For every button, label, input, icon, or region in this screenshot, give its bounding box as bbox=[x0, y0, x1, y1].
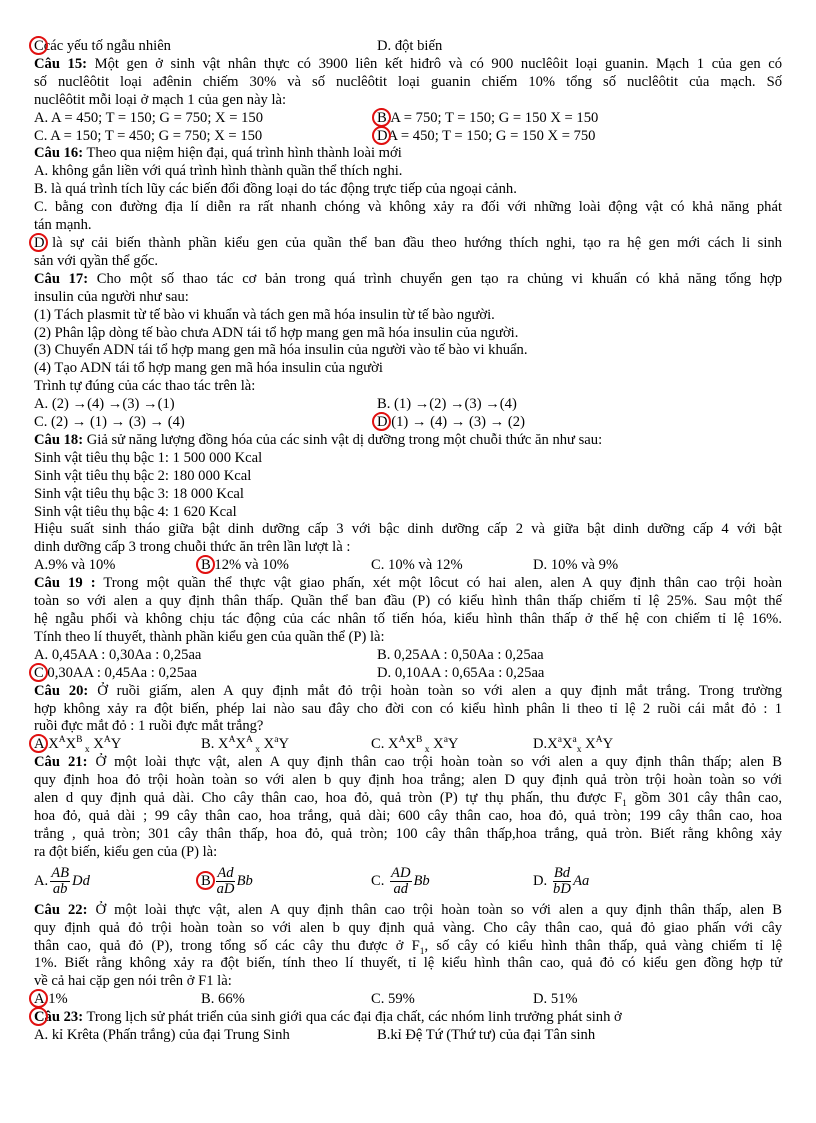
step-3: (3) Chuyển ADN tái tổ hợp mang gen mã hóa insulin của người vào tế bào vi khuẩn. bbox=[34, 342, 528, 359]
fraction bbox=[216, 866, 234, 897]
option-text: 0,30AA : 0,45Aa : 0,25aa bbox=[47, 664, 197, 681]
option-letter: C. bbox=[371, 873, 385, 890]
question-text-line: ra đột biến, kiểu gen của (P) là: bbox=[34, 843, 218, 860]
fraction bbox=[553, 866, 571, 897]
option-text: A = 450; T = 150; G = 150 X = 750 bbox=[387, 127, 596, 144]
question-16 bbox=[34, 145, 782, 163]
question-label: Câu 21: bbox=[34, 754, 88, 771]
option-a bbox=[34, 866, 201, 897]
option-c: C. A = 150; T = 450; G = 750; X = 150 bbox=[34, 127, 263, 144]
option-text: 12% và 10% bbox=[214, 557, 289, 574]
question-22 bbox=[34, 902, 782, 920]
options-row bbox=[34, 736, 782, 754]
answer-mark bbox=[34, 1009, 60, 1027]
option-letter: C. bbox=[371, 736, 385, 753]
level-1: Sinh vật tiêu thụ bậc 1: 1 500 000 Kcal bbox=[34, 449, 263, 466]
question-text-line: hợp không xảy ra đột biến, phép lai nào sau đây cho đời con có kiểu hình phân li theo tỉ lệ 2 ruồi cái mắt đỏ : 1 bbox=[34, 700, 782, 717]
question-text-line: ruồi đực mắt đỏ : 1 ruồi đực mắt trắng? bbox=[34, 718, 264, 735]
question-label: Câu 20: bbox=[34, 682, 89, 699]
question-text: Ở một loài thực vật, alen A quy định thân cao trội hoàn toàn so với alen a quy định thân thấp; alen B bbox=[95, 754, 782, 771]
level-4: Sinh vật tiêu thụ bậc 4: 1 620 Kcal bbox=[34, 503, 237, 520]
answer-mark bbox=[34, 38, 44, 56]
exam-page bbox=[34, 38, 782, 1045]
option-letter: B bbox=[201, 873, 211, 890]
option-b bbox=[201, 557, 371, 575]
option-d: D. 51% bbox=[533, 991, 578, 1008]
options-row bbox=[34, 414, 782, 432]
question-text-line: alen d quy định quả dài. Cho cây thân cao, hoa đỏ, quả tròn (P) tự thụ phấn, thu được $F_1$ gồm 301 cây thân cao, bbox=[34, 790, 782, 809]
option-a bbox=[34, 991, 201, 1009]
option-b bbox=[201, 866, 371, 897]
option-b bbox=[377, 110, 777, 128]
option-text: Dd bbox=[72, 873, 90, 890]
option-letter: D bbox=[377, 127, 388, 144]
denominator: ad bbox=[393, 881, 409, 898]
question-label: Câu 15: bbox=[34, 55, 88, 72]
question-text: Ở ruồi giấm, alen A quy định mắt đỏ trội hoàn toàn so với alen a quy định mắt trắng. Trong trường bbox=[97, 682, 783, 699]
level-2: Sinh vật tiêu thụ bậc 2: 180 000 Kcal bbox=[34, 467, 252, 484]
option-text: Bb bbox=[413, 873, 430, 890]
option-text: .A = 750; T = 150; G = 150 X = 150 bbox=[386, 109, 599, 126]
denominator: bD bbox=[553, 881, 571, 898]
option-letter: A bbox=[34, 736, 45, 753]
question-15 bbox=[34, 56, 782, 74]
option-c-cont: tán mạnh. bbox=[34, 217, 92, 234]
answer-mark bbox=[201, 873, 211, 891]
option-d: D. 10% và 9% bbox=[533, 557, 619, 574]
question-text: Theo qua niệm hiện đại, quá trình hình thành loài mới bbox=[86, 145, 402, 162]
question-text-line: nuclêôtit mỗi loại ở mạch 1 của gen này là: bbox=[34, 91, 287, 108]
option-letter: B bbox=[377, 109, 387, 126]
option-a: A. kỉ Krêta (Phấn trắng) của đại Trung Sinh bbox=[34, 1027, 290, 1044]
options-row bbox=[34, 110, 782, 128]
option-d bbox=[34, 235, 782, 253]
prev-question-options bbox=[34, 38, 782, 56]
question-label: Câu 19 : bbox=[34, 575, 96, 592]
options-row bbox=[34, 647, 782, 665]
option-c: C. 10% và 12% bbox=[371, 557, 463, 574]
question-label bbox=[34, 1009, 83, 1025]
question-text-line: số nuclêôtit loại ađênin chiếm 30% và số nuclêôtit loại guanin chiếm 10% tổng số nuclêôtit của mạch. Số bbox=[34, 73, 782, 90]
question-text: Trong một quần thể thực vật giao phấn, xét một lôcut có hai alen, alen A quy định thân cao trội hoàn bbox=[103, 575, 783, 592]
option-text: là sự cải biến thành phần kiểu gen của quần thể ban đầu theo hướng thích nghi, tạo ra hệ gen mới cách li sinh bbox=[52, 234, 782, 251]
question-label: Câu 16: bbox=[34, 145, 84, 162]
answer-mark bbox=[377, 128, 388, 146]
text-part: alen d quy định quả dài. Cho cây thân cao, hoa đỏ, quả tròn (P) tự thụ phấn, thu được F bbox=[34, 790, 623, 807]
options-row bbox=[34, 665, 782, 683]
denominator: ab bbox=[52, 881, 68, 898]
denominator: aD bbox=[216, 881, 235, 898]
text-part: gồm 301 cây thân cao, bbox=[626, 790, 782, 807]
options-row bbox=[34, 991, 782, 1009]
option-c: C. 59% bbox=[371, 991, 415, 1008]
question-label: Câu 22: bbox=[34, 901, 88, 918]
option-c: C. bằng con đường địa lí diễn ra rất nhanh chóng và không xảy ra đối với những loài động vật có khả năng phát bbox=[34, 199, 782, 216]
option-letter: D. bbox=[377, 414, 392, 431]
question-text: Ở một loài thực vật, alen A quy định thân cao trội hoàn toàn so với alen a quy định thân thấp, alen B bbox=[95, 901, 782, 918]
option-b: B. (1) →(2) →(3) →(4) bbox=[377, 396, 517, 413]
answer-mark bbox=[34, 736, 45, 754]
numerator: AD bbox=[391, 865, 411, 882]
option-letter: D. bbox=[533, 873, 548, 890]
question-text-line: hoa đỏ, quả dài ; 99 cây thân cao, hoa trắng, quả dài; 600 cây thân cao, hoa đỏ, quả tròn; 199 cây thân cao, hoa bbox=[34, 807, 782, 824]
question-text-line: Tính theo lí thuyết, thành phần kiểu gen của quần thể (P) là: bbox=[34, 628, 385, 645]
answer-mark bbox=[34, 235, 45, 253]
question-text: Giả sử năng lượng đồng hóa của các sinh vật dị dưỡng trong một chuỗi thức ăn như sau: bbox=[86, 431, 603, 448]
question-text-line: về cả hai cặp gen nói trên ở F1 là: bbox=[34, 973, 232, 990]
question-text: Trong lịch sử phát triển của sinh giới qua các đại địa chất, các nhóm linh trưởng phát sinh ở bbox=[86, 1009, 622, 1026]
numerator: Bd bbox=[553, 865, 571, 882]
options-row bbox=[34, 1027, 782, 1045]
option-letter: A bbox=[34, 991, 45, 1008]
option-a: A. A = 450; T = 150; G = 750; X = 150 bbox=[34, 109, 264, 126]
option-letter: C bbox=[34, 664, 44, 681]
option-b: B.kỉ Đệ Tứ (Thứ tư) của đại Tân sinh bbox=[377, 1027, 596, 1044]
option-b: B. $X^AX^A$ $_x$ $X^aY$ bbox=[201, 735, 289, 756]
option-text: .1% bbox=[44, 991, 68, 1008]
text-part: , số cây có kiểu hình thân thấp, quả vàng chiếm tỉ lệ bbox=[424, 937, 782, 954]
option-text: Aa bbox=[573, 873, 590, 890]
step-4: (4) Tạo ADN tái tổ hợp mang gen mã hóa insulin của người bbox=[34, 360, 383, 377]
question-label: Câu 17: bbox=[34, 270, 89, 287]
answer-mark bbox=[377, 414, 391, 432]
options-row bbox=[34, 128, 782, 146]
option-c bbox=[371, 866, 533, 897]
option-letter: B. bbox=[201, 736, 215, 753]
question-text-line: quy định quả đỏ trội hoàn toàn so với alen b quy định quả vàng. Cho cây thân cao, quả đỏ giao phấn với cây bbox=[34, 919, 782, 936]
option-b: B. 66% bbox=[201, 991, 245, 1008]
step-2: (2) Phân lập dòng tế bào chưa ADN tái tổ hợp mang gen mã hóa insulin của người. bbox=[34, 324, 519, 341]
question-text-line: toàn so với alen a quy định thân thấp. Quần thể ban đầu (P) có kiểu hình thân thấp chiếm tỉ lệ 25%. Sau một thế bbox=[34, 593, 782, 610]
option-d: D. 0,10AA : 0,65Aa : 0,25aa bbox=[377, 664, 545, 681]
option-text: Bb bbox=[236, 873, 253, 890]
question-text-line: thân cao, quả đỏ (P), trong tổng số các cây thu được ở $F_1$, số cây có kiểu hình thân thấp, quả vàng chiếm tỉ lệ bbox=[34, 937, 782, 957]
question-label: Câu 18: bbox=[34, 431, 84, 448]
option-b: B. là quá trình tích lũy các biến đổi đồng loại do tác động trực tiếp của ngoại cảnh. bbox=[34, 181, 517, 198]
option-c: C. (2) → (1) → (3) → (4) bbox=[34, 414, 185, 431]
question-text: Một gen ở sinh vật nhân thực có 3900 liên kết hiđrô và có 900 nuclêôit loại guanin. Mạch 1 của gen có bbox=[94, 55, 782, 72]
question-text-line: quy định hoa đỏ trội hoàn toàn so với alen b quy định hoa trắng; alen D quy định quả tròn trội hoàn toàn so với bbox=[34, 772, 782, 789]
step-1: (1) Tách plasmit từ tế bào vi khuẩn và tách gen mã hóa insulin từ tế bào người. bbox=[34, 306, 495, 323]
level-3: Sinh vật tiêu thụ bậc 3: 18 000 Kcal bbox=[34, 485, 244, 502]
option-d bbox=[533, 866, 773, 897]
numerator: AB bbox=[51, 865, 70, 882]
answer-mark bbox=[377, 110, 387, 128]
option-d bbox=[377, 414, 777, 432]
option-letter: A. bbox=[34, 873, 49, 890]
question-ask-cont: dinh dưỡng cấp 3 trong chuỗi thức ăn trên lần lượt là : bbox=[34, 539, 351, 556]
option-d bbox=[377, 128, 777, 146]
options-row bbox=[34, 862, 782, 902]
text-part: thân cao, quả đỏ (P), trong tổng số các cây thu được ở F bbox=[34, 937, 420, 954]
option-a: A. không gắn liền với quá trình hình thành quần thể thích nghi. bbox=[34, 163, 403, 180]
question-17 bbox=[34, 271, 782, 289]
label-part: Câu bbox=[34, 1009, 60, 1026]
answer-mark bbox=[34, 665, 44, 683]
option-d: D. đột biến bbox=[377, 38, 443, 54]
option-a: A. 0,45AA : 0,30Aa : 0,25aa bbox=[34, 646, 202, 663]
question-text-line: insulin của người như sau: bbox=[34, 288, 189, 305]
numerator: Ad bbox=[217, 865, 234, 882]
question-ask: Trình tự đúng của các thao tác trên là: bbox=[34, 378, 256, 395]
question-20 bbox=[34, 683, 782, 701]
option-b: B. 0,25AA : 0,50Aa : 0,25aa bbox=[377, 646, 544, 663]
question-21 bbox=[34, 754, 782, 772]
option-a: A $X^AX^B$ $_x$ $X^AY$ bbox=[34, 735, 122, 756]
option-letter: C bbox=[34, 38, 44, 54]
question-19 bbox=[34, 575, 782, 593]
option-c bbox=[34, 665, 377, 683]
option-text: (1) → (4) → (3) → (2) bbox=[391, 414, 525, 431]
question-text-line: 1%. Biết rằng không xảy ra đột biến, tính theo lí thuyết, tỉ lệ kiểu hình thân cao, quả đỏ có kiểu gen đồng hợp tử bbox=[34, 955, 782, 972]
question-text: Cho một số thao tác cơ bản trong quá trình chuyển gen tạo ra chủng vi khuẩn có khả năng tổng hợp bbox=[96, 270, 783, 287]
fraction bbox=[390, 866, 411, 897]
options-row bbox=[34, 396, 782, 414]
fraction bbox=[50, 866, 70, 897]
question-23 bbox=[34, 1009, 782, 1027]
option-letter: D bbox=[34, 234, 45, 251]
question-text-line: hệ ngẫu phối và không chịu tác động của các nhân tố tiến hóa, kiểu hình thân thấp ở thế hệ con chiếm tỉ lệ 16%. bbox=[34, 611, 782, 627]
option-letter: B bbox=[201, 557, 211, 574]
answer-mark bbox=[201, 557, 211, 575]
option-letter: D. bbox=[533, 736, 548, 753]
question-18 bbox=[34, 432, 782, 450]
options-row bbox=[34, 557, 782, 575]
option-c: C. $X^AX^B$ $_x$ $X^aY$ bbox=[371, 735, 459, 756]
question-ask: Hiệu suất sinh tháo giữa bật dinh dưỡng cấp 3 với bậc dinh dưỡng cấp 2 và giữa bật dinh dưỡng cấp 4 với bật bbox=[34, 521, 782, 538]
option-a: A. (2) →(4) →(3) →(1) bbox=[34, 396, 175, 413]
question-text-line: trắng , quả tròn; 301 cây thân thấp, hoa đỏ, quả tròn; 100 cây thân thấp,hoa trắng, quả tròn. Biết rằng không xảy bbox=[34, 825, 782, 842]
option-d: $D.X^aX^a_x$ $X^AY$ bbox=[533, 735, 614, 756]
option-c: các yếu tố ngẫu nhiên bbox=[43, 38, 171, 54]
option-a: A.9% và 10% bbox=[34, 557, 116, 574]
label-part: 23: bbox=[59, 1009, 84, 1026]
option-d-cont: sản với qyần thể gốc. bbox=[34, 252, 159, 269]
